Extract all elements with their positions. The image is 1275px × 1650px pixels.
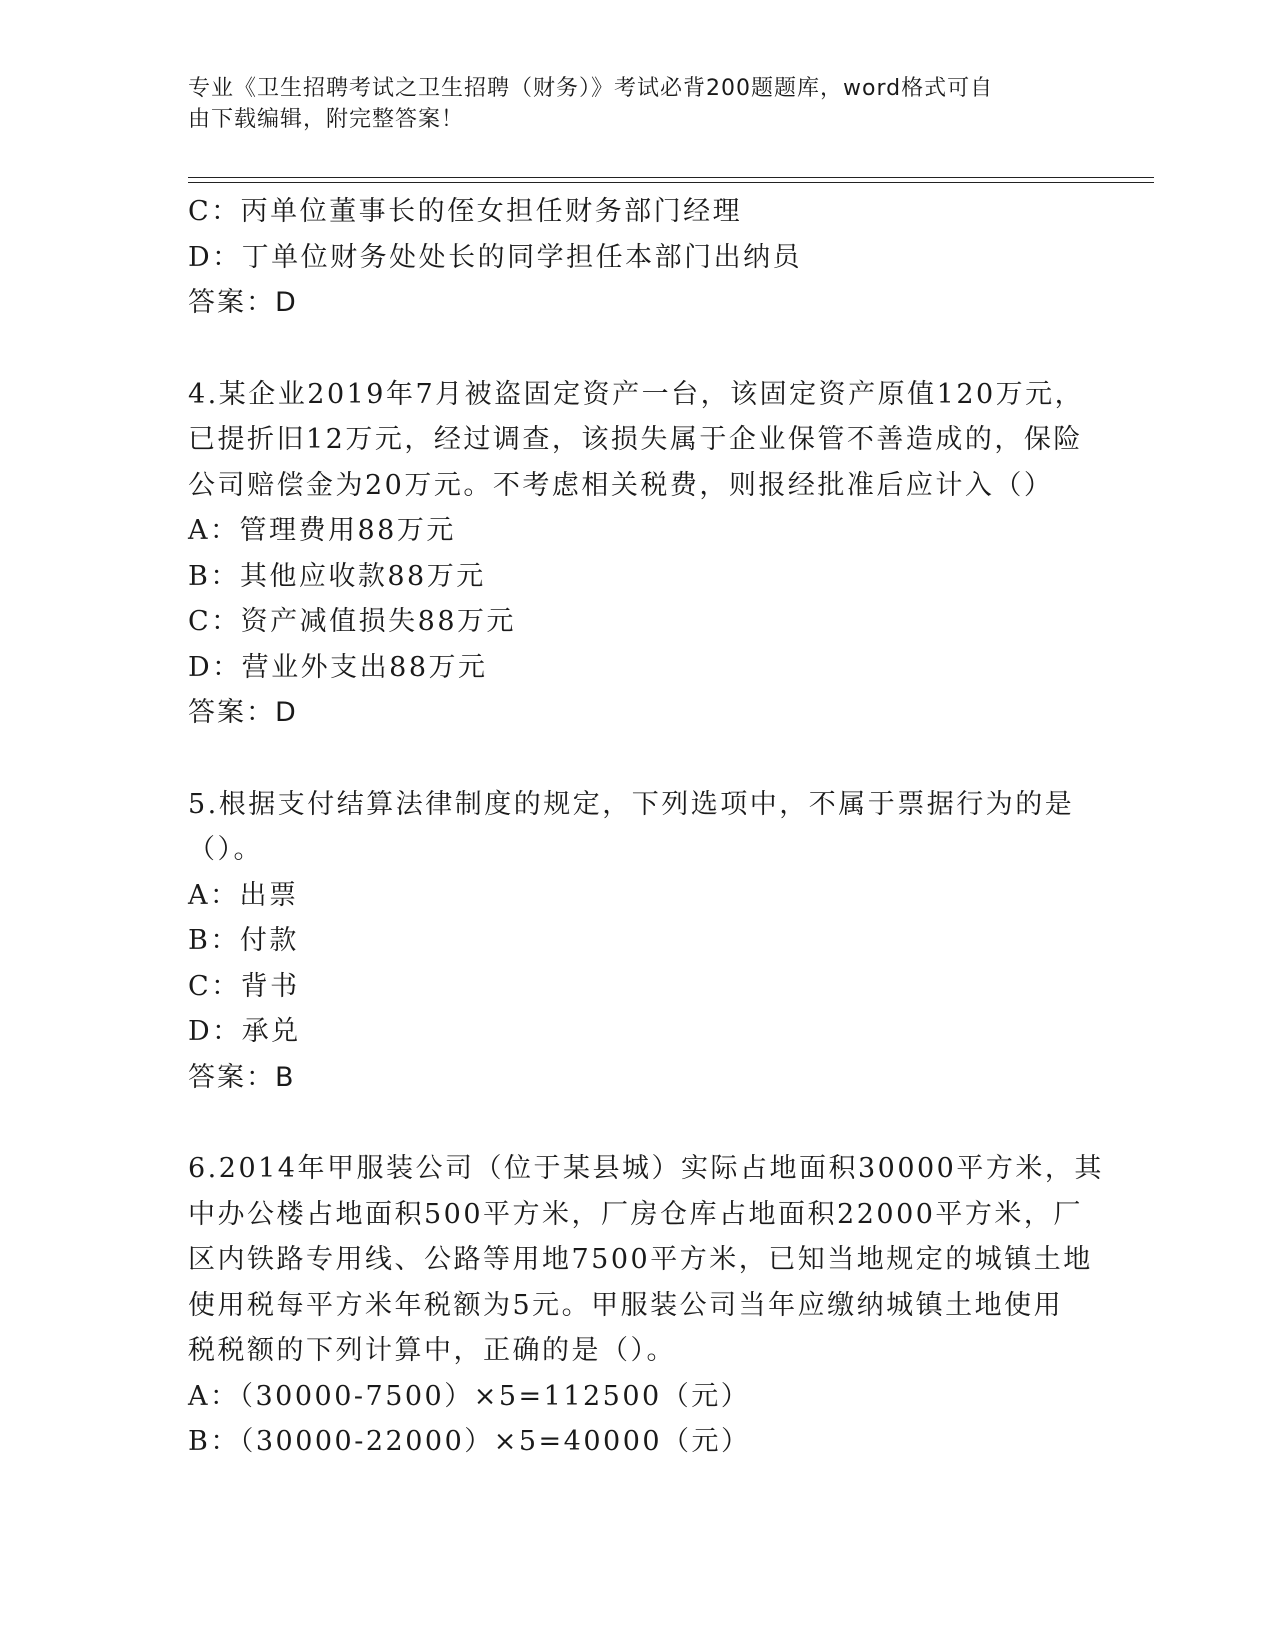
option-c: C：资产减值损失88万元 <box>188 606 517 637</box>
spacer <box>188 736 1088 782</box>
option-d: D：营业外支出88万元 <box>188 651 488 683</box>
option-d: D：承兑 <box>188 1016 301 1047</box>
question-stem-line: 使用税每平方米年税额为5元。甲服装公司当年应缴纳城镇土地使用 <box>188 1289 1064 1321</box>
document-header <box>188 73 1068 135</box>
question-stem-line: 中办公楼占地面积500平方米，厂房仓库占地面积22000平方米，厂 <box>188 1198 1083 1230</box>
question-stem-line: 税税额的下列计算中，正确的是（）。 <box>188 1335 676 1366</box>
question-stem-line: （）。 <box>188 834 263 865</box>
option-b: B：（30000-22000）×5=40000（元） <box>188 1426 751 1457</box>
option-a: A：（30000-7500）×5=112500（元） <box>188 1380 751 1412</box>
option-c: C：丙单位董事长的侄女担任财务部门经理 <box>188 196 743 227</box>
spacer <box>188 326 1088 372</box>
question-3-tail <box>188 189 1088 326</box>
question-stem-line: 6.2014年甲服装公司（位于某县城）实际占地面积30000平方米，其 <box>188 1153 1104 1184</box>
question-5 <box>188 782 1088 1101</box>
question-stem-line: 4.某企业2019年7月被盗固定资产一台，该固定资产原值120万元， <box>188 378 1085 410</box>
answer: 答案：D <box>188 287 298 318</box>
question-stem-line: 区内铁路专用线、公路等用地7500平方米，已知当地规定的城镇土地 <box>188 1244 1093 1275</box>
option-b: B：付款 <box>188 925 299 956</box>
option-d: D：丁单位财务处处长的同学担任本部门出纳员 <box>188 241 803 273</box>
question-stem-line: 已提折旧12万元，经过调查，该损失属于企业保管不善造成的，保险 <box>188 424 1083 455</box>
question-stem-line: 公司赔偿金为20万元。不考虑相关税费，则报经批准后应计入（） <box>188 469 1054 501</box>
header-divider-bottom <box>188 182 1154 183</box>
option-b: B：其他应收款88万元 <box>188 560 486 592</box>
answer: 答案：D <box>188 697 298 728</box>
header-title-line-1: 专业《卫生招聘考试之卫生招聘（财务）》考试必背200题题库，word格式可自 <box>188 76 994 101</box>
question-6 <box>188 1146 1104 1465</box>
document-body <box>188 189 1104 1465</box>
header-divider-top <box>188 177 1154 178</box>
question-4 <box>188 372 1088 736</box>
answer: 答案：B <box>188 1061 296 1093</box>
header-title-line-2: 由下载编辑，附完整答案！ <box>188 107 465 132</box>
question-stem-line: 5.根据支付结算法律制度的规定，下列选项中，不属于票据行为的是 <box>188 788 1075 820</box>
option-a: A：出票 <box>188 879 299 911</box>
option-a: A：管理费用88万元 <box>188 515 456 546</box>
spacer <box>188 1100 1088 1146</box>
option-c: C：背书 <box>188 970 300 1002</box>
